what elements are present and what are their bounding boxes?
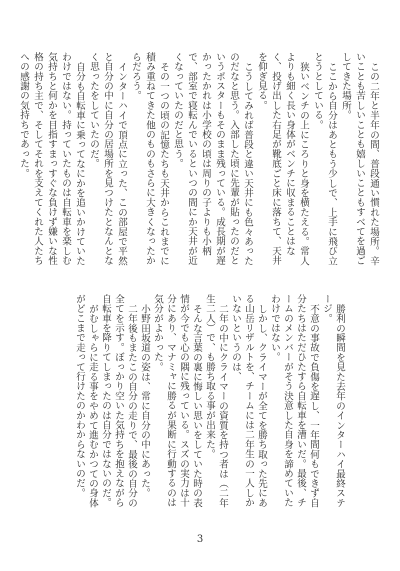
paragraph: 自分も自転車に乗ってなにかを追いかけていたわけではない。持っていたものは自転車を楽しむ気持ちと何かを目指すまっすぐな負けず嫌いな性格の持ち主で、そしてそれを支えてくれた人たちへの感謝の気持ちであった。 bbox=[18, 52, 85, 266]
paragraph: 狭いベンチの上にころりと身を横たえる。常人よりも細く長い身体がベンチに収まることはなく、投げ出した右足が靴底ごと床に落ちて、天井を仰ぎ見る。 bbox=[256, 52, 309, 266]
paragraph: 二年後もまたこの自分の走りで、最後の自分の全てを示す。ぼっかり空いた気持ちを抱えながら自転車を降りてしまったのは自分ではないのだ。 bbox=[100, 294, 137, 508]
paragraph: 二年の中にクライマーの資質を持つ者は（二年生二人）で、も勝ち取る事が出来た。 bbox=[204, 294, 228, 508]
paragraph: その一つの頃の記憶たちも天井からこれまでに積み重ねてきた他のものもさらに大きくなったからだろう。 bbox=[130, 52, 169, 266]
paragraph: しかし、クライマーが全てを勝ち取った先にある山岳リザルトを、チームには二年生の一人しかいないというのは、 bbox=[230, 294, 267, 508]
paragraph: がむしゃらに走る事をやめて進むかつての身体がどこまで走って行けたのかわからないのだ。 bbox=[74, 294, 98, 508]
paragraph: 勝利の瞬間を見た去年のインターハイ最終ステージ。 bbox=[321, 294, 345, 508]
paragraph: インターハイで頂点に立った、この部屋で平然と自分の中に自分の居場所を見つけたとなんとなく思ったをしていたのだ。 bbox=[88, 52, 127, 266]
paragraph: ここから自分はあともう少しで、上手に飛び立とうとしている。 bbox=[312, 52, 337, 266]
paragraph: 不意の事故で負傷を遅し、一年間何もできず自分たちはただひたすら自転車を漕いだ。最後、チームのメンバーがそう決意した自身を諦めていたわけではない。 bbox=[269, 294, 319, 508]
paragraph: こうしてみれば普段と違い天井にも色々あったのだなと思う。入部した頃に先輩が貼ったのだというポスターもそのまま残っている。成長期が遅かったかれは小学校の頃は周りの子よりも小柄で、部室で寝転んでいるといつの間にか天井が近くなっていたのだと思う。 bbox=[172, 52, 253, 266]
paragraph: この二年と半年の間、普段通い慣れた場所。辛いことも苦しいことも嬉しいこともすべてを過ごしてきた場所。 bbox=[340, 52, 379, 266]
lower-text-block bbox=[74, 294, 346, 516]
paragraph: 小野田坂道の姿は、常に自分の中にあった。 bbox=[139, 303, 150, 498]
page-number: 3 bbox=[196, 534, 204, 545]
paragraph: そんな言葉の裏に悔しい思いをしていた時の表情が今でも心の隅に残っている。スズの実力は十分にあり、マナミャに勝るが果断に行動するのは気分がよかった。 bbox=[152, 294, 202, 508]
upper-text-block bbox=[18, 52, 380, 274]
